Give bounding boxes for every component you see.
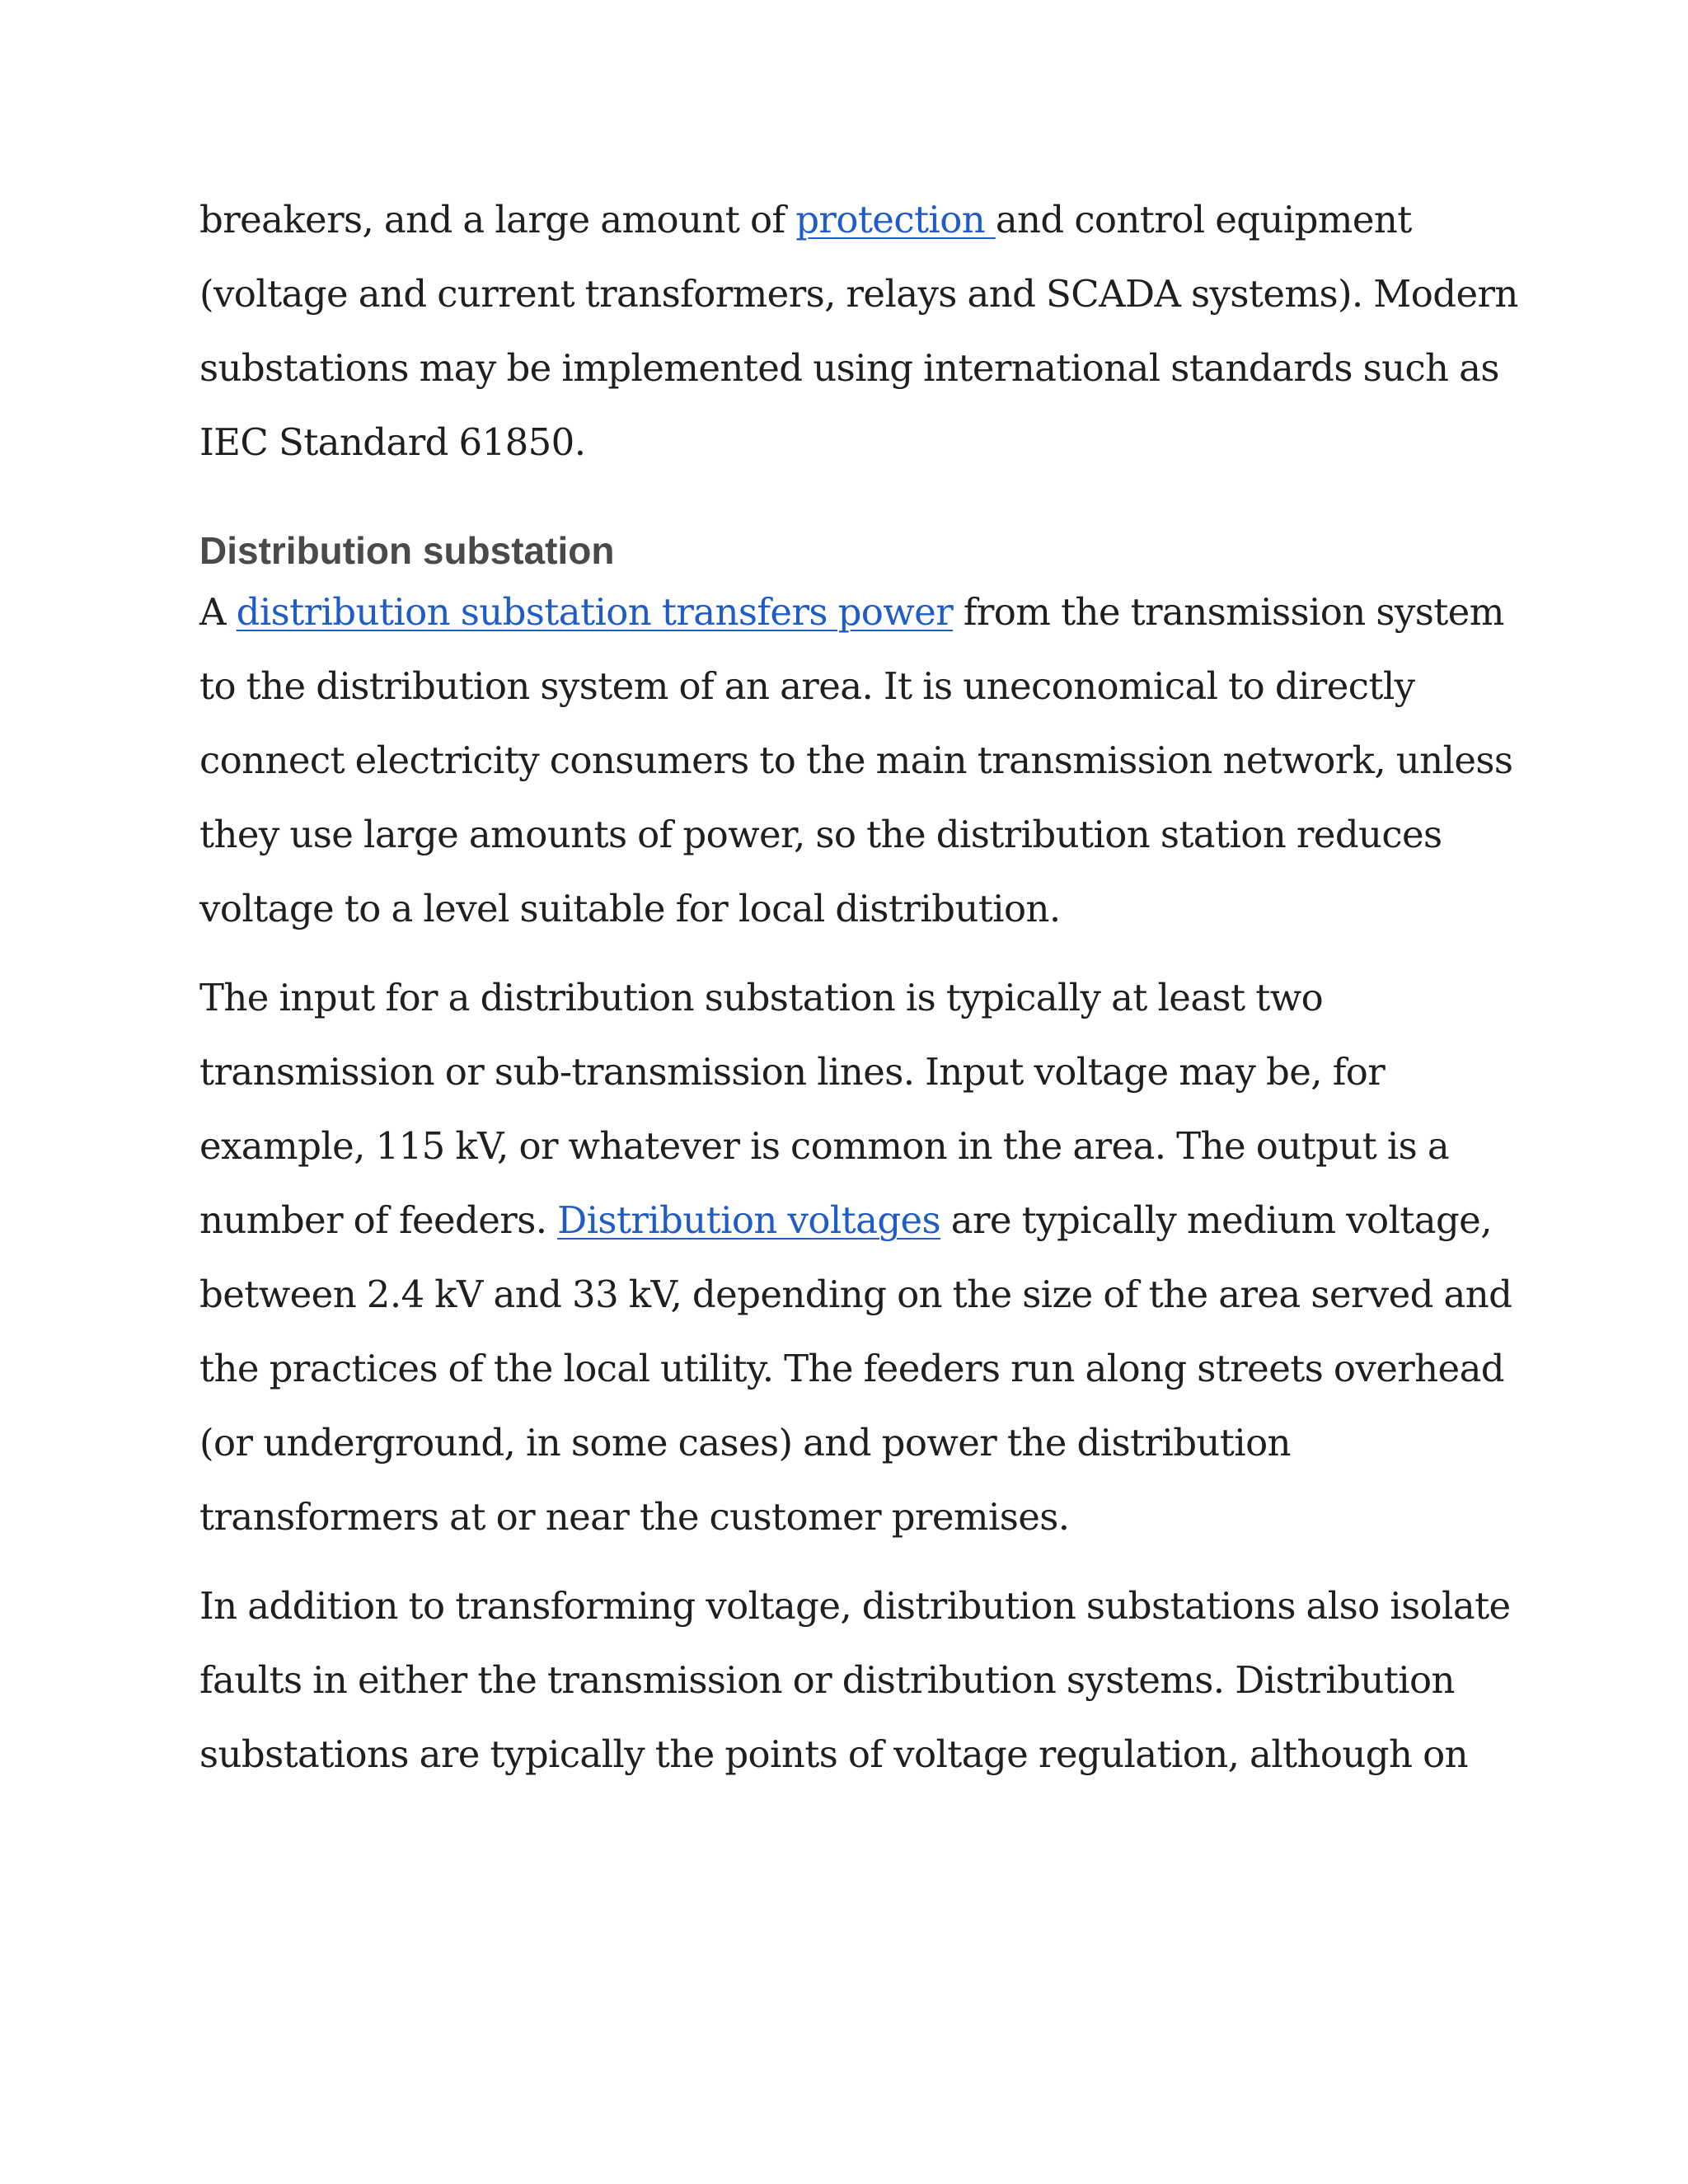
paragraph-1-text-end: and control equipment (voltage and current transformers, relays and SCADA systems). Modern substations may be implemented using international standards such as IEC Standard 61850.: [199, 198, 1518, 464]
paragraph-fault-isolation: In addition to transforming voltage, distribution substations also isolate faults in either the transmission or distribution systems. Distribution substations are typically the points of voltage regulation, although on: [199, 1584, 1511, 1776]
distribution-voltages-link[interactable]: Distribution voltages: [557, 1198, 941, 1242]
paragraph-3-text-start: The input for a distribution substation is typically at least two transmission or sub-transmission lines. Input voltage may be, for example, 115 kV, or whatever is common in the area. The output is a number of feeders.: [199, 976, 1450, 1242]
document-body: [199, 183, 1518, 1792]
paragraph-distribution-substation-intro: [199, 575, 1518, 946]
paragraph-2-text-start: A: [199, 590, 237, 634]
paragraph-substation-input-output: [199, 961, 1518, 1554]
paragraph-1-text-start: breakers, and a large amount of: [199, 198, 796, 241]
protection-link[interactable]: protection: [795, 198, 996, 241]
section-heading-distribution-substation: Distribution substation: [199, 529, 615, 572]
distribution-substation-transfers-power-link[interactable]: distribution substation transfers power: [236, 590, 954, 634]
paragraph-2-text-end: from the transmission system to the distribution system of an area. It is uneconomical to directly connect electricity consumers to the main transmission network, unless they use large amounts of power, so the distribution station reduces voltage to a level suitable for local distribution.: [199, 590, 1513, 930]
paragraph-protection-equipment: [199, 183, 1518, 480]
paragraph-3-text-end: are typically medium voltage, between 2.4 kV and 33 kV, depending on the size of the area served and the practices of the local utility. The feeders run along streets overhead (or underground, in some cases) and power the distribution transformers at or near the customer premises.: [199, 1198, 1512, 1539]
